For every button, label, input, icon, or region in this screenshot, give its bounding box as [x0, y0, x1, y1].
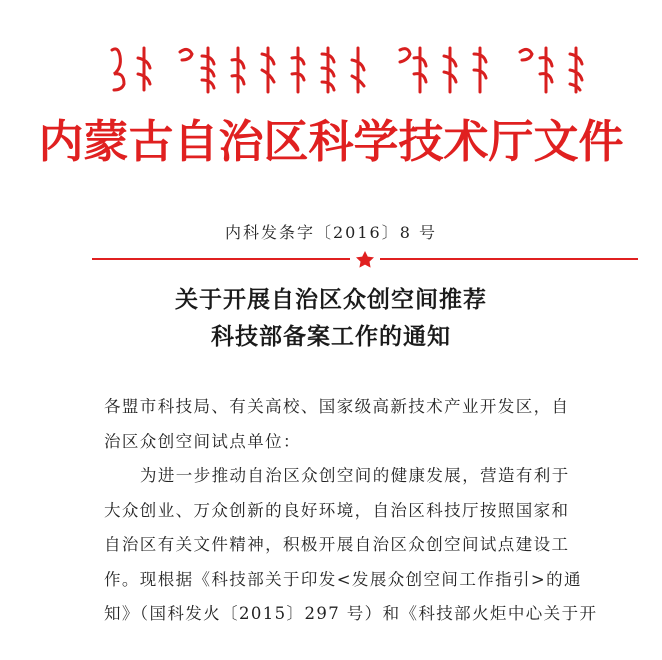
addressee-line-1: 各盟市科技局、有关高校、国家级高新技术产业开发区，自	[104, 397, 570, 416]
notice-body	[104, 390, 624, 632]
paragraph-line-4: 作。现根据《科技部关于印发<发展众创空间工作指引>的通	[104, 569, 582, 589]
star-icon	[356, 251, 374, 268]
mongolian-script-heading	[100, 40, 600, 102]
notice-title-line-1: 关于开展自治区众创空间推荐	[175, 287, 487, 313]
paragraph-line-5: 知》（国科发火〔2015〕297 号）和《科技部火炬中心关于开	[104, 604, 598, 623]
issuing-office-title: 内蒙古自治区科学技术厅文件	[38, 115, 624, 168]
paragraph-line-3: 自治区有关文件精神，积极开展自治区众创空间试点建设工	[104, 535, 570, 554]
red-star-divider	[92, 250, 638, 268]
paragraph-line-1: 为进一步推动自治区众创空间的健康发展，营造有利于	[140, 466, 570, 485]
addressee-line-2: 治区众创空间试点单位：	[104, 431, 301, 451]
mongolian-script-graphic	[100, 40, 600, 102]
document-number: 内科发条字〔2016〕8 号	[225, 223, 437, 242]
paragraph-line-2: 大众创业、万众创新的良好环境，自治区科技厅按照国家和	[104, 500, 570, 520]
notice-title	[0, 282, 662, 356]
notice-title-line-2: 科技部备案工作的通知	[211, 324, 451, 350]
